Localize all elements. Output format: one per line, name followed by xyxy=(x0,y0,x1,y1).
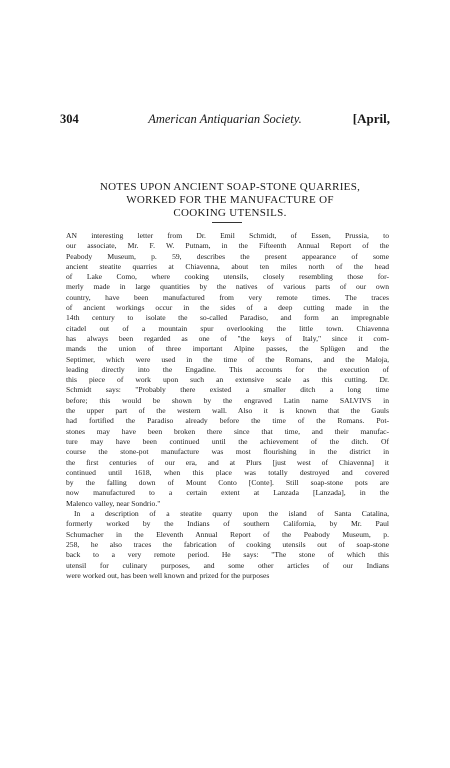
text-line: course the stone-pot manufacture was most flourishing in the district in xyxy=(66,447,389,457)
issue-date: [April, xyxy=(352,111,390,126)
text-line: Septimer, which were used in the time of the Romans, and the Maloja, xyxy=(66,354,389,364)
title-line: WORKED FOR THE MANUFACTURE OF xyxy=(126,194,334,206)
text-line: continued until 1618, when this place was totally destroyed and covered xyxy=(66,467,389,477)
text-line: 14th century to isolate the so-called Paradiso, and form an impregnable xyxy=(66,313,389,323)
paragraph-2 xyxy=(66,509,389,581)
text-line: formerly worked by the Indians of southern California, by Mr. Paul xyxy=(66,519,389,529)
title-divider xyxy=(212,222,242,223)
text-line: the upper part of the western wall. Also it is known that the Gauls xyxy=(66,406,389,416)
text-line: by the falling down of Mount Conto [Conte]. Still soap-stone pots are xyxy=(66,478,389,488)
paragraph-1 xyxy=(66,231,389,509)
text-line: citadel out of a mountain spur overlooking the little town. Chiavenna xyxy=(66,323,389,333)
title-line: NOTES UPON ANCIENT SOAP-STONE QUARRIES, xyxy=(99,181,361,193)
text-line: of ancient workings occur in the sides of a deep cutting made in the xyxy=(66,303,389,313)
article-body xyxy=(66,231,389,581)
text-line: had fortified the Paradiso already before the time of the Romans. Pot- xyxy=(66,416,389,426)
text-line: merly made in large quantities by the natives of various parts of our own xyxy=(66,282,389,292)
text-line: 258, he also traces the fabrication of cooking utensils out of soap-stone xyxy=(66,539,389,549)
text-line: the first centuries of our era, and at Plurs [just west of Chiavenna] it xyxy=(66,457,389,467)
text-line: Peabody Museum, p. 59, describes the present appearance of some xyxy=(66,251,389,261)
text-line: has always been regarded as one of "the keys of Italy," since it com- xyxy=(66,333,389,343)
text-line: leading directly into the Engadine. This accounts for the execution of xyxy=(66,364,389,374)
article-title xyxy=(80,181,380,220)
text-line: before; this would be shown by the engraved Latin name SALVIVS in xyxy=(66,395,389,405)
journal-title: American Antiquarian Society. xyxy=(148,112,302,126)
text-line: this piece of work upon such an extensive scale as this cutting. Dr. xyxy=(66,375,389,385)
page-number: 304 xyxy=(60,112,79,126)
text-line: mands the union of three important Alpine passes, the Splügen and the xyxy=(66,344,389,354)
title-line: COOKING UTENSILS. xyxy=(173,207,287,219)
text-line: Malenco valley, near Sondrio." xyxy=(66,498,161,508)
text-line: utensil for culinary purposes, and some other articles of our Indians xyxy=(66,560,389,570)
text-line: ture may have been continued until the achievement of the ditch. Of xyxy=(66,436,389,446)
text-line: Schumacher in the Eleventh Annual Report of the Peabody Museum, p. xyxy=(66,529,389,539)
text-line: were worked out, has been well known and prized for the purposes xyxy=(66,570,270,580)
text-line: country, have been manufactured from very remote times. The traces xyxy=(66,292,389,302)
text-line: stones may have been broken there since that time, and their manufac- xyxy=(66,426,389,436)
text-line: now manufactured to a certain extent at Lanzada [Lanzada], in the xyxy=(66,488,389,498)
text-line: our associate, Mr. F. W. Putnam, in the Fifteenth Annual Report of the xyxy=(66,241,389,251)
text-line: of Lake Como, where cooking utensils, closely resembling those for- xyxy=(66,272,389,282)
text-line: back to a very remote period. He says: "The stone of which this xyxy=(66,550,389,560)
text-line: AN interesting letter from Dr. Emil Schmidt, of Essen, Prussia, to xyxy=(66,231,389,240)
text-line: In a description of a steatite quarry upon the island of Santa Catalina, xyxy=(74,509,389,519)
text-line: ancient steatite quarries at Chiavenna, about ten miles north of the head xyxy=(66,261,389,271)
text-line: Schmidt says: "Probably there existed a smaller ditch a long time xyxy=(66,385,389,395)
